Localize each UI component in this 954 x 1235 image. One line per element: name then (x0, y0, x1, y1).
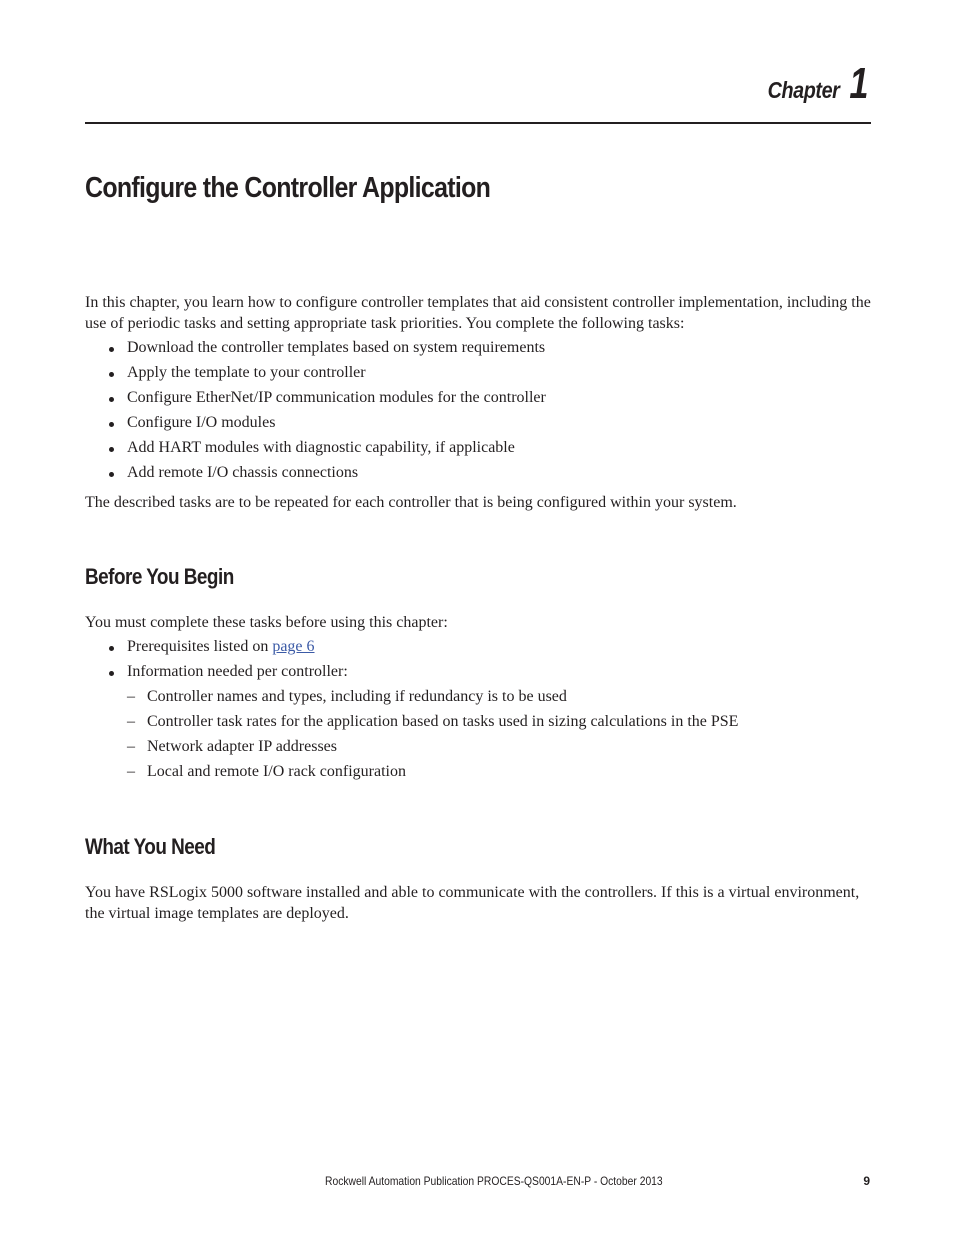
prereq-text: Prerequisites listed on (127, 638, 273, 655)
sub-list-item (85, 712, 875, 737)
bullet-icon (109, 472, 114, 477)
chapter-label: Chapter (767, 77, 840, 103)
page-title: Configure the Controller Application (85, 172, 491, 204)
bullet-icon (109, 422, 114, 427)
sub-list-item (85, 687, 875, 712)
list-item (85, 438, 875, 463)
bullet-icon (109, 646, 114, 651)
sub-item-text: Network adapter IP addresses (147, 738, 338, 755)
dash-icon: – (127, 713, 135, 730)
bullet-icon (109, 397, 114, 402)
page-number: 9 (863, 1174, 870, 1188)
list-item (85, 637, 875, 662)
sub-item-text: Local and remote I/O rack configuration (147, 763, 406, 780)
task-text: Download the controller templates based on system requirements (127, 339, 546, 356)
chapter-rule (85, 122, 871, 124)
intro-closing: The described tasks are to be repeated for each controller that is being configured within your system. (85, 494, 737, 511)
sub-list-item (85, 762, 875, 787)
list-item (85, 338, 875, 363)
dash-icon: – (127, 688, 135, 705)
bullet-icon (109, 372, 114, 377)
task-list (85, 338, 875, 488)
list-item (85, 662, 875, 687)
list-item (85, 463, 875, 488)
sub-item-text: Controller names and types, including if redundancy is to be used (147, 688, 567, 705)
what-you-need-paragraph: You have RSLogix 5000 software installed and able to communicate with the controllers. If this is a virtual environment, the virtual image templates are deployed. (85, 884, 860, 922)
list-item (85, 388, 875, 413)
sub-list-item (85, 737, 875, 762)
info-text: Information needed per controller: (127, 663, 348, 680)
chapter-number: 1 (848, 59, 868, 108)
task-text: Add HART modules with diagnostic capability, if applicable (127, 439, 515, 456)
bullet-icon (109, 447, 114, 452)
task-text: Configure I/O modules (127, 414, 276, 431)
dash-icon: – (127, 763, 135, 780)
task-text: Configure EtherNet/IP communication modules for the controller (127, 389, 546, 406)
sub-item-text: Controller task rates for the application based on tasks used in sizing calculations in the PSE (147, 713, 739, 730)
intro-paragraph: In this chapter, you learn how to configure controller templates that aid consistent controller implementation, including the use of periodic tasks and setting appropriate task priorities. You complete the following tasks: (85, 294, 871, 332)
list-item (85, 363, 875, 388)
prerequisite-list (85, 637, 875, 787)
task-text: Add remote I/O chassis connections (127, 464, 359, 481)
publication-info: Rockwell Automation Publication PROCES-QS001A-EN-P - October 2013 (325, 1174, 663, 1188)
section-heading-what-you-need: What You Need (85, 834, 216, 859)
page-6-link[interactable]: page 6 (272, 638, 315, 655)
before-paragraph: You must complete these tasks before using this chapter: (85, 614, 448, 631)
section-heading-before-you-begin: Before You Begin (85, 564, 234, 589)
chapter-header (756, 59, 868, 108)
task-text: Apply the template to your controller (127, 364, 366, 381)
list-item (85, 413, 875, 438)
dash-icon: – (127, 738, 135, 755)
bullet-icon (109, 347, 114, 352)
bullet-icon (109, 671, 114, 676)
